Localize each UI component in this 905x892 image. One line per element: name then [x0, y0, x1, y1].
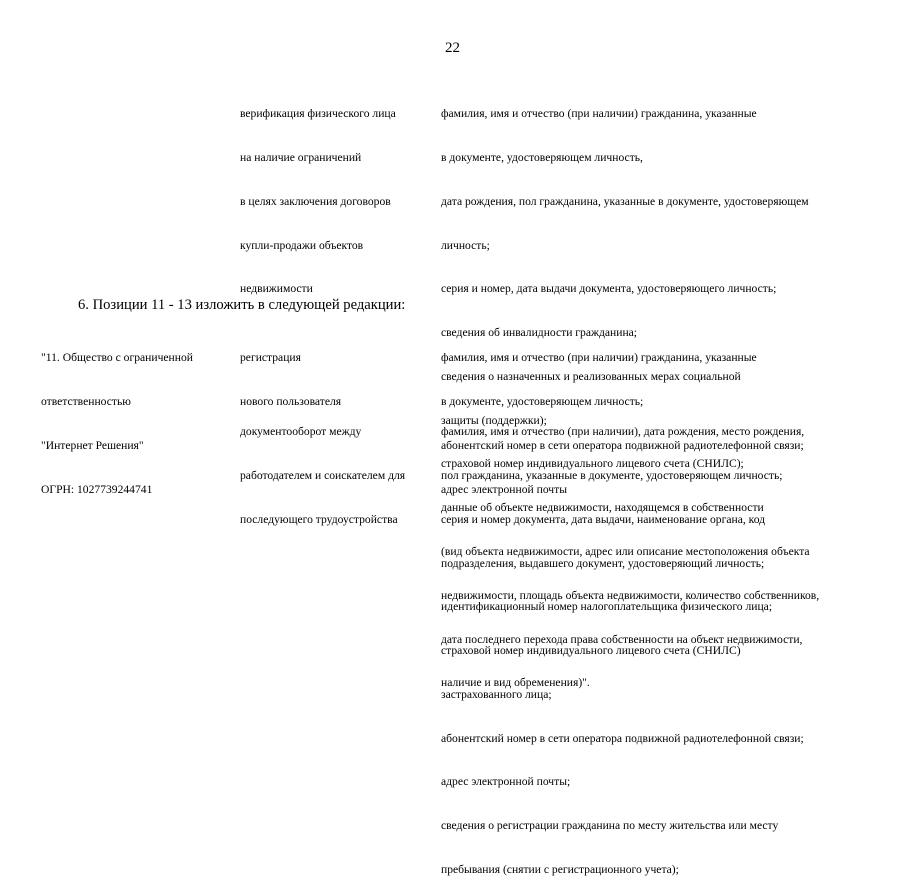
block2-data-line: абонентский номер в сети оператора подвижной радиотелефонной связи;: [441, 438, 804, 452]
block3-data-line: пол гражданина, указанные в документе, удостоверяющем личность;: [441, 468, 783, 482]
block1-data-line: серия и номер, дата выдачи документа, удостоверяющего личность;: [441, 282, 777, 296]
block1-data-line: личность;: [441, 238, 490, 252]
block1-purpose: [240, 78, 396, 312]
block3-data-line: абонентский номер в сети оператора подвижной радиотелефонной связи;: [441, 731, 804, 745]
block3-data-line: фамилия, имя и отчество (при наличии), дата рождения, место рождения,: [441, 425, 805, 439]
block2-data-line: адрес электронной почты: [441, 482, 567, 496]
block1-data-line: (вид объекта недвижимости, адрес или описание местоположения объекта: [441, 545, 810, 558]
block1-purpose-line: верификация физического лица: [240, 107, 396, 121]
org-line: ОГРН: 1027739244741: [41, 482, 153, 496]
block3-data-line: сведения о регистрации гражданина по месту жительства или месту: [441, 819, 779, 833]
block1-data-line: сведения об инвалидности гражданина;: [441, 326, 638, 340]
block1-data-line: сведения о назначенных и реализованных мерах социальной: [441, 369, 741, 383]
block3-data-line: пребывания (снятии с регистрационного учета);: [441, 863, 679, 876]
block1-purpose-line: на наличие ограничений: [240, 150, 362, 164]
block3-data-line: адрес электронной почты;: [441, 775, 571, 789]
block3-data-line: серия и номер документа, дата выдачи, наименование органа, код: [441, 512, 766, 526]
amendment-instruction: 6. Позиции 11 - 13 изложить в следующей редакции:: [78, 297, 406, 313]
block3-purpose-line: последующего трудоустройства: [240, 512, 398, 526]
block1-data-line: защиты (поддержки);: [441, 413, 547, 427]
block3-data-line: застрахованного лица;: [441, 687, 552, 701]
org-line: "11. Общество с ограниченной: [41, 351, 193, 365]
org-line: ответственностью: [41, 394, 131, 408]
block1-data-line: недвижимости, площадь объекта недвижимости, количество собственников,: [441, 588, 820, 602]
org-line: "Интернет Решения": [41, 438, 144, 452]
block3-purpose-line: документооборот между: [240, 425, 362, 439]
block3-purpose-line: работодателем и соискателем для: [240, 468, 406, 482]
block2-purpose-line: нового пользователя: [240, 394, 342, 408]
block1-data-line: наличие и вид обременения)".: [441, 676, 590, 690]
block1-data-line: в документе, удостоверяющем личность,: [441, 150, 643, 164]
block1-data-line: дата рождения, пол гражданина, указанные в документе, удостоверяющем: [441, 194, 809, 208]
page-number: 22: [445, 40, 460, 56]
block1-purpose-line: недвижимости: [240, 282, 313, 296]
block2-purpose-line: регистрация: [240, 351, 301, 365]
block1-data-line: страховой номер индивидуального лицевого счета (СНИЛС);: [441, 457, 744, 471]
block1-data-line: дата последнего перехода права собственности на объект недвижимости,: [441, 632, 803, 646]
block2-org: [41, 322, 193, 512]
block3-purpose: [240, 396, 405, 542]
block3-data-line: подразделения, выдавшего документ, удостоверяющий личность;: [441, 556, 765, 570]
block1-data-line: фамилия, имя и отчество (при наличии) гражданина, указанные: [441, 107, 757, 121]
block1-data-line: данные об объекте недвижимости, находящемся в собственности: [441, 501, 764, 515]
block1-purpose-line: в целях заключения договоров: [240, 194, 391, 208]
block2-data-line: фамилия, имя и отчество (при наличии) гражданина, указанные: [441, 351, 757, 365]
block3-data: [441, 396, 804, 892]
block1-purpose-line: купли-продажи объектов: [240, 238, 364, 252]
block3-data-line: страховой номер индивидуального лицевого счета (СНИЛС): [441, 644, 741, 658]
block3-data-line: идентификационный номер налогоплательщика физического лица;: [441, 600, 773, 614]
block2-data-line: в документе, удостоверяющем личность;: [441, 394, 644, 408]
